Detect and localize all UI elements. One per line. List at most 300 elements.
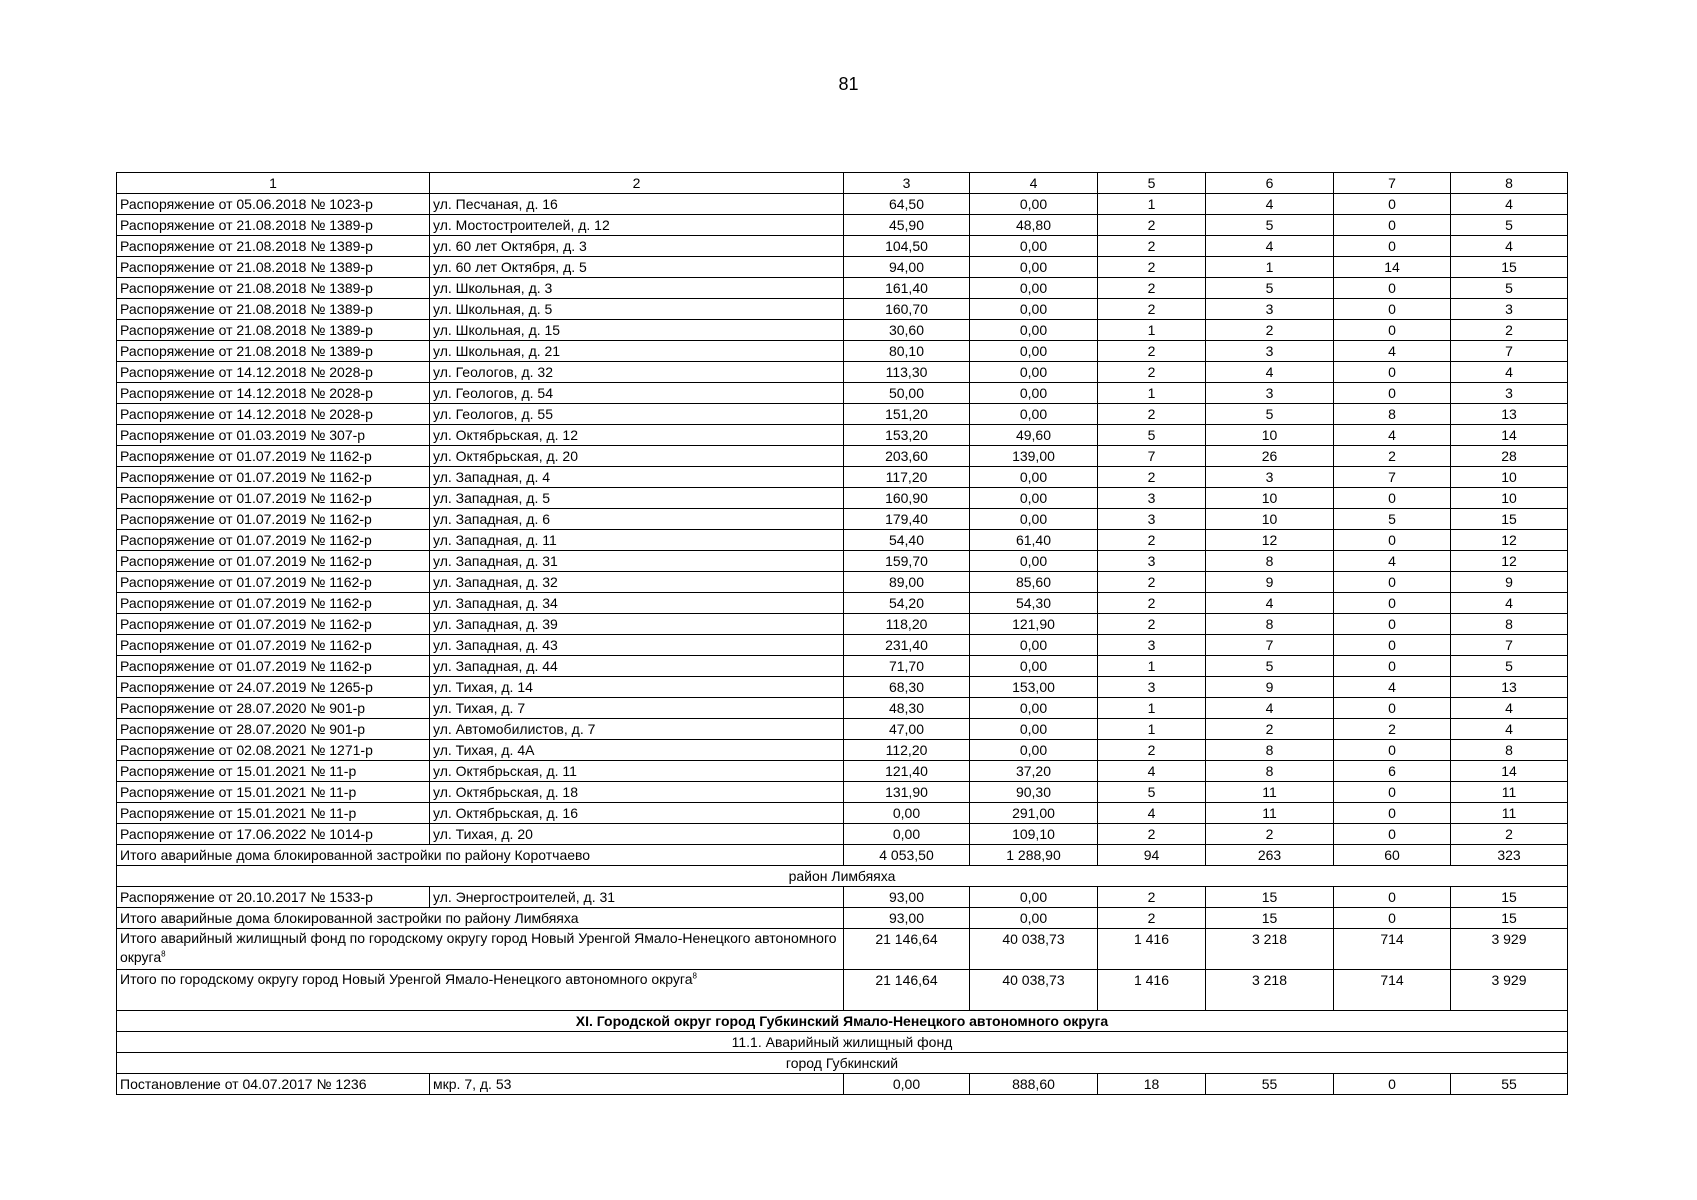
table-cell: 291,00 bbox=[970, 803, 1098, 824]
table-cell: 11 bbox=[1451, 803, 1568, 824]
table-cell: ул. Западная, д. 39 bbox=[430, 614, 844, 635]
emergency-housing-table bbox=[116, 172, 1568, 1095]
table-row bbox=[117, 488, 1568, 509]
column-header: 4 bbox=[970, 173, 1098, 194]
table-cell: 2 bbox=[1451, 824, 1568, 845]
table-cell: 14 bbox=[1451, 761, 1568, 782]
table-cell: Распоряжение от 15.01.2021 № 11-р bbox=[117, 761, 430, 782]
table-row bbox=[117, 656, 1568, 677]
table-row bbox=[117, 635, 1568, 656]
table-cell: 0,00 bbox=[970, 299, 1098, 320]
column-header: 3 bbox=[844, 173, 970, 194]
total-value: 40 038,73 bbox=[970, 970, 1098, 1011]
total-value: 3 929 bbox=[1451, 970, 1568, 1011]
table-cell: 3 bbox=[1098, 551, 1206, 572]
table-cell: Распоряжение от 01.07.2019 № 1162-р bbox=[117, 635, 430, 656]
table-cell: Распоряжение от 14.12.2018 № 2028-р bbox=[117, 404, 430, 425]
table-cell: 153,20 bbox=[844, 425, 970, 446]
table-cell: ул. Западная, д. 31 bbox=[430, 551, 844, 572]
table-cell: ул. Западная, д. 6 bbox=[430, 509, 844, 530]
table-cell: 2 bbox=[1098, 299, 1206, 320]
table-cell: 0,00 bbox=[970, 362, 1098, 383]
table-cell: 4 bbox=[1334, 677, 1451, 698]
table-cell: 7 bbox=[1451, 635, 1568, 656]
table-cell: 0 bbox=[1334, 1074, 1451, 1095]
table-cell: 2 bbox=[1334, 446, 1451, 467]
table-row bbox=[117, 194, 1568, 215]
table-row bbox=[117, 824, 1568, 845]
table-cell: 2 bbox=[1098, 404, 1206, 425]
total-label: Итого по городскому округу город Новый Уренгой Ямало-Ненецкого автономного округа$^8$ bbox=[117, 970, 844, 1011]
table-row bbox=[117, 551, 1568, 572]
table-cell: 4 bbox=[1451, 362, 1568, 383]
table-cell: 3 bbox=[1098, 677, 1206, 698]
table-cell: 30,60 bbox=[844, 320, 970, 341]
table-cell: 0 bbox=[1334, 572, 1451, 593]
table-row bbox=[117, 740, 1568, 761]
table-row bbox=[117, 299, 1568, 320]
table-cell: Распоряжение от 01.07.2019 № 1162-р bbox=[117, 509, 430, 530]
table-cell: 12 bbox=[1451, 530, 1568, 551]
table-cell: 2 bbox=[1098, 278, 1206, 299]
table-cell: 4 bbox=[1451, 236, 1568, 257]
table-row bbox=[117, 782, 1568, 803]
table-cell: ул. 60 лет Октября, д. 5 bbox=[430, 257, 844, 278]
table-cell: 8 bbox=[1451, 614, 1568, 635]
table-cell: ул. Школьная, д. 15 bbox=[430, 320, 844, 341]
table-cell: 131,90 bbox=[844, 782, 970, 803]
table-cell: Распоряжение от 15.01.2021 № 11-р bbox=[117, 803, 430, 824]
table-cell: Распоряжение от 05.06.2018 № 1023-р bbox=[117, 194, 430, 215]
table-cell: 47,00 bbox=[844, 719, 970, 740]
table-cell: 10 bbox=[1451, 467, 1568, 488]
table-row bbox=[117, 467, 1568, 488]
table-cell: Распоряжение от 01.07.2019 № 1162-р bbox=[117, 593, 430, 614]
table-cell: 10 bbox=[1206, 488, 1334, 509]
table-cell: 94,00 bbox=[844, 257, 970, 278]
table-cell: 13 bbox=[1451, 677, 1568, 698]
table-cell: 10 bbox=[1206, 425, 1334, 446]
table-cell: 15 bbox=[1451, 887, 1568, 908]
table-cell: 0 bbox=[1334, 887, 1451, 908]
table-cell: 68,30 bbox=[844, 677, 970, 698]
total-row-urengoy bbox=[117, 970, 1568, 1011]
table-cell: ул. Тихая, д. 20 bbox=[430, 824, 844, 845]
table-cell: 4 bbox=[1451, 719, 1568, 740]
table-cell: 888,60 bbox=[970, 1074, 1098, 1095]
table-cell: 5 bbox=[1098, 425, 1206, 446]
table-cell: 37,20 bbox=[970, 761, 1098, 782]
table-cell: Распоряжение от 21.08.2018 № 1389-р bbox=[117, 257, 430, 278]
table-row bbox=[117, 887, 1568, 908]
table-cell: 12 bbox=[1206, 530, 1334, 551]
table-cell: 160,70 bbox=[844, 299, 970, 320]
table-cell: 0,00 bbox=[970, 341, 1098, 362]
table-cell: 2 bbox=[1206, 719, 1334, 740]
column-number-header bbox=[117, 173, 1568, 194]
total-value: 714 bbox=[1334, 970, 1451, 1011]
table-cell: 0 bbox=[1334, 698, 1451, 719]
table-row bbox=[117, 425, 1568, 446]
table-row bbox=[117, 341, 1568, 362]
table-cell: 1 bbox=[1206, 257, 1334, 278]
table-row bbox=[117, 320, 1568, 341]
table-cell: 7 bbox=[1334, 467, 1451, 488]
total-value: 323 bbox=[1451, 845, 1568, 866]
table-cell: 0 bbox=[1334, 656, 1451, 677]
table-cell: 203,60 bbox=[844, 446, 970, 467]
table-cell: 7 bbox=[1098, 446, 1206, 467]
table-cell: 153,00 bbox=[970, 677, 1098, 698]
total-value: 2 bbox=[1098, 908, 1206, 929]
table-cell: 2 bbox=[1098, 257, 1206, 278]
table-cell: 0 bbox=[1334, 824, 1451, 845]
total-value: 3 218 bbox=[1206, 929, 1334, 970]
table-row bbox=[117, 446, 1568, 467]
table-cell: 4 bbox=[1206, 698, 1334, 719]
column-header: 8 bbox=[1451, 173, 1568, 194]
table-cell: 2 bbox=[1098, 614, 1206, 635]
table-cell: 3 bbox=[1098, 509, 1206, 530]
table-cell: 1 bbox=[1098, 383, 1206, 404]
table-cell: 1 bbox=[1098, 320, 1206, 341]
table-cell: 2 bbox=[1098, 887, 1206, 908]
table-cell: 0,00 bbox=[970, 467, 1098, 488]
table-row bbox=[117, 677, 1568, 698]
table-cell: ул. Октябрьская, д. 11 bbox=[430, 761, 844, 782]
table-cell: ул. Октябрьская, д. 20 bbox=[430, 446, 844, 467]
table-cell: 5 bbox=[1206, 404, 1334, 425]
table-cell: 231,40 bbox=[844, 635, 970, 656]
total-value: 263 bbox=[1206, 845, 1334, 866]
table-row bbox=[117, 404, 1568, 425]
table-cell: ул. Октябрьская, д. 18 bbox=[430, 782, 844, 803]
table-cell: 3 bbox=[1206, 467, 1334, 488]
table-cell: 0,00 bbox=[970, 257, 1098, 278]
total-value: 0 bbox=[1334, 908, 1451, 929]
table-cell: ул. Западная, д. 5 bbox=[430, 488, 844, 509]
table-cell: 0 bbox=[1334, 278, 1451, 299]
table-row bbox=[117, 803, 1568, 824]
table-cell: Распоряжение от 21.08.2018 № 1389-р bbox=[117, 236, 430, 257]
total-value: 94 bbox=[1098, 845, 1206, 866]
table-cell: Распоряжение от 01.07.2019 № 1162-р bbox=[117, 572, 430, 593]
table-cell: Постановление от 04.07.2017 № 1236 bbox=[117, 1074, 430, 1095]
table-cell: 12 bbox=[1451, 551, 1568, 572]
table-cell: 5 bbox=[1451, 656, 1568, 677]
table-row bbox=[117, 1074, 1568, 1095]
table-cell: ул. Западная, д. 44 bbox=[430, 656, 844, 677]
table-cell: 1 bbox=[1098, 698, 1206, 719]
table-cell: Распоряжение от 21.08.2018 № 1389-р bbox=[117, 278, 430, 299]
table-cell: ул. Школьная, д. 3 bbox=[430, 278, 844, 299]
table-cell: 5 bbox=[1451, 278, 1568, 299]
table-cell: Распоряжение от 21.08.2018 № 1389-р bbox=[117, 341, 430, 362]
table-cell: 48,80 bbox=[970, 215, 1098, 236]
table-cell: 0 bbox=[1334, 740, 1451, 761]
table-cell: Распоряжение от 28.07.2020 № 901-р bbox=[117, 698, 430, 719]
table-cell: 0 bbox=[1334, 215, 1451, 236]
table-cell: 5 bbox=[1098, 782, 1206, 803]
table-cell: 0,00 bbox=[970, 320, 1098, 341]
table-cell: 2 bbox=[1334, 719, 1451, 740]
table-cell: 0,00 bbox=[970, 887, 1098, 908]
table-cell: ул. Геологов, д. 55 bbox=[430, 404, 844, 425]
table-cell: 48,30 bbox=[844, 698, 970, 719]
city-heading-cell: город Губкинский bbox=[117, 1053, 1568, 1074]
table-cell: Распоряжение от 21.08.2018 № 1389-р bbox=[117, 215, 430, 236]
total-value: 93,00 bbox=[844, 908, 970, 929]
table-cell: 4 bbox=[1098, 761, 1206, 782]
table-cell: 10 bbox=[1206, 509, 1334, 530]
table-cell: Распоряжение от 20.10.2017 № 1533-р bbox=[117, 887, 430, 908]
table-cell: 113,30 bbox=[844, 362, 970, 383]
footnote-mark: 8 bbox=[161, 949, 166, 959]
table-cell: 0,00 bbox=[970, 404, 1098, 425]
table-cell: Распоряжение от 14.12.2018 № 2028-р bbox=[117, 362, 430, 383]
table-cell: 8 bbox=[1206, 761, 1334, 782]
table-cell: 2 bbox=[1098, 530, 1206, 551]
table-cell: Распоряжение от 01.07.2019 № 1162-р bbox=[117, 488, 430, 509]
table-cell: 89,00 bbox=[844, 572, 970, 593]
table-cell: 28 bbox=[1451, 446, 1568, 467]
table-cell: 2 bbox=[1206, 824, 1334, 845]
section-heading bbox=[117, 1011, 1568, 1032]
table-cell: 0 bbox=[1334, 614, 1451, 635]
district-heading-cell: район Лимбяяха bbox=[117, 866, 1568, 887]
total-label: Итого аварийные дома блокированной застройки по району Лимбяяха bbox=[117, 908, 844, 929]
table-cell: 1 bbox=[1098, 656, 1206, 677]
table-cell: 3 bbox=[1451, 299, 1568, 320]
table-cell: 3 bbox=[1098, 635, 1206, 656]
table-cell: 0 bbox=[1334, 194, 1451, 215]
table-cell: 118,20 bbox=[844, 614, 970, 635]
table-cell: ул. Тихая, д. 14 bbox=[430, 677, 844, 698]
table-cell: 26 bbox=[1206, 446, 1334, 467]
table-cell: ул. Западная, д. 43 bbox=[430, 635, 844, 656]
table-cell: 3 bbox=[1098, 488, 1206, 509]
table-cell: 3 bbox=[1206, 299, 1334, 320]
column-header: 5 bbox=[1098, 173, 1206, 194]
table-cell: 0,00 bbox=[970, 635, 1098, 656]
table-cell: 4 bbox=[1098, 803, 1206, 824]
table-cell: 54,20 bbox=[844, 593, 970, 614]
table-cell: 0,00 bbox=[844, 824, 970, 845]
table-cell: Распоряжение от 01.07.2019 № 1162-р bbox=[117, 467, 430, 488]
table-cell: 11 bbox=[1451, 782, 1568, 803]
table-cell: 117,20 bbox=[844, 467, 970, 488]
table-cell: Распоряжение от 14.12.2018 № 2028-р bbox=[117, 383, 430, 404]
table-cell: Распоряжение от 21.08.2018 № 1389-р bbox=[117, 320, 430, 341]
total-value: 60 bbox=[1334, 845, 1451, 866]
page-number: 81 bbox=[838, 74, 859, 94]
table-cell: 4 bbox=[1451, 194, 1568, 215]
table-cell: 0,00 bbox=[970, 236, 1098, 257]
city-heading bbox=[117, 1053, 1568, 1074]
table-cell: Распоряжение от 17.06.2022 № 1014-р bbox=[117, 824, 430, 845]
table-cell: 8 bbox=[1334, 404, 1451, 425]
table-row bbox=[117, 614, 1568, 635]
table-cell: 80,10 bbox=[844, 341, 970, 362]
table-cell: 5 bbox=[1451, 215, 1568, 236]
table-cell: 2 bbox=[1098, 740, 1206, 761]
table-cell: 139,00 bbox=[970, 446, 1098, 467]
total-value: 3 929 bbox=[1451, 929, 1568, 970]
total-row-limbyakha bbox=[117, 908, 1568, 929]
table-cell: Распоряжение от 28.07.2020 № 901-р bbox=[117, 719, 430, 740]
district-heading bbox=[117, 866, 1568, 887]
table-cell: 61,40 bbox=[970, 530, 1098, 551]
total-value: 1 416 bbox=[1098, 929, 1206, 970]
table-row bbox=[117, 530, 1568, 551]
table-row bbox=[117, 509, 1568, 530]
table-row bbox=[117, 278, 1568, 299]
total-row-korotchaevo bbox=[117, 845, 1568, 866]
table-cell: 71,70 bbox=[844, 656, 970, 677]
table-cell: ул. Октябрьская, д. 12 bbox=[430, 425, 844, 446]
total-value: 4 053,50 bbox=[844, 845, 970, 866]
table-cell: ул. Мостостроителей, д. 12 bbox=[430, 215, 844, 236]
table-cell: 8 bbox=[1451, 740, 1568, 761]
table-cell: 0 bbox=[1334, 803, 1451, 824]
table-cell: 121,90 bbox=[970, 614, 1098, 635]
table-cell: Распоряжение от 01.07.2019 № 1162-р bbox=[117, 446, 430, 467]
table-cell: 55 bbox=[1451, 1074, 1568, 1095]
footnote-mark: 8 bbox=[692, 971, 697, 981]
table-cell: 4 bbox=[1334, 341, 1451, 362]
table-cell: 4 bbox=[1206, 194, 1334, 215]
total-value: 3 218 bbox=[1206, 970, 1334, 1011]
table-cell: Распоряжение от 01.03.2019 № 307-р bbox=[117, 425, 430, 446]
table-cell: 49,60 bbox=[970, 425, 1098, 446]
total-value: 15 bbox=[1451, 908, 1568, 929]
table-cell: 4 bbox=[1206, 593, 1334, 614]
table-cell: ул. Геологов, д. 32 bbox=[430, 362, 844, 383]
table-cell: 151,20 bbox=[844, 404, 970, 425]
table-cell: 1 bbox=[1098, 719, 1206, 740]
table-row bbox=[117, 719, 1568, 740]
table-cell: ул. Автомобилистов, д. 7 bbox=[430, 719, 844, 740]
table-cell: ул. Песчаная, д. 16 bbox=[430, 194, 844, 215]
table-cell: 0 bbox=[1334, 299, 1451, 320]
table-cell: ул. Школьная, д. 21 bbox=[430, 341, 844, 362]
table-cell: 7 bbox=[1451, 341, 1568, 362]
table-cell: 0 bbox=[1334, 782, 1451, 803]
table-cell: 0 bbox=[1334, 593, 1451, 614]
table-cell: ул. Школьная, д. 5 bbox=[430, 299, 844, 320]
table-cell: ул. Западная, д. 11 bbox=[430, 530, 844, 551]
total-value: 40 038,73 bbox=[970, 929, 1098, 970]
table-cell: 3 bbox=[1206, 383, 1334, 404]
table-cell: Распоряжение от 02.08.2021 № 1271-р bbox=[117, 740, 430, 761]
table-cell: Распоряжение от 15.01.2021 № 11-р bbox=[117, 782, 430, 803]
table-cell: ул. Западная, д. 34 bbox=[430, 593, 844, 614]
table-cell: Распоряжение от 01.07.2019 № 1162-р bbox=[117, 551, 430, 572]
table-cell: 0 bbox=[1334, 530, 1451, 551]
table-cell: 10 bbox=[1451, 488, 1568, 509]
table-cell: 11 bbox=[1206, 803, 1334, 824]
table-cell: мкр. 7, д. 53 bbox=[430, 1074, 844, 1095]
table-cell: 0,00 bbox=[970, 488, 1098, 509]
table-row bbox=[117, 215, 1568, 236]
table-cell: 0,00 bbox=[970, 383, 1098, 404]
table-cell: 0 bbox=[1334, 236, 1451, 257]
table-cell: 93,00 bbox=[844, 887, 970, 908]
table-cell: 0,00 bbox=[970, 656, 1098, 677]
table-cell: 0,00 bbox=[970, 719, 1098, 740]
table-cell: 0,00 bbox=[970, 698, 1098, 719]
table-cell: 2 bbox=[1098, 236, 1206, 257]
section-heading-cell: XI. Городской округ город Губкинский Ямало-Ненецкого автономного округа bbox=[117, 1011, 1568, 1032]
table-cell: Распоряжение от 01.07.2019 № 1162-р bbox=[117, 530, 430, 551]
table-cell: 50,00 bbox=[844, 383, 970, 404]
table-cell: 4 bbox=[1206, 236, 1334, 257]
table-cell: ул. Тихая, д. 4А bbox=[430, 740, 844, 761]
table-row bbox=[117, 257, 1568, 278]
total-value: 1 288,90 bbox=[970, 845, 1098, 866]
table-cell: 85,60 bbox=[970, 572, 1098, 593]
table-cell: 4 bbox=[1451, 698, 1568, 719]
subsection-heading bbox=[117, 1032, 1568, 1053]
table-cell: 0 bbox=[1334, 383, 1451, 404]
total-label: Итого аварийные дома блокированной застройки по району Коротчаево bbox=[117, 845, 844, 866]
table-cell: 112,20 bbox=[844, 740, 970, 761]
table-cell: 13 bbox=[1451, 404, 1568, 425]
column-header: 1 bbox=[117, 173, 430, 194]
total-value: 0,00 bbox=[970, 908, 1098, 929]
table-row bbox=[117, 761, 1568, 782]
table-cell: Распоряжение от 01.07.2019 № 1162-р bbox=[117, 656, 430, 677]
table-cell: Распоряжение от 01.07.2019 № 1162-р bbox=[117, 614, 430, 635]
table-cell: 5 bbox=[1206, 215, 1334, 236]
table-cell: 55 bbox=[1206, 1074, 1334, 1095]
column-header: 2 bbox=[430, 173, 844, 194]
table-cell: 104,50 bbox=[844, 236, 970, 257]
table-cell: 2 bbox=[1098, 572, 1206, 593]
table-cell: 5 bbox=[1334, 509, 1451, 530]
table-cell: 15 bbox=[1451, 257, 1568, 278]
table-cell: ул. Тихая, д. 7 bbox=[430, 698, 844, 719]
table-row bbox=[117, 593, 1568, 614]
table-cell: 2 bbox=[1098, 824, 1206, 845]
table-cell: 2 bbox=[1098, 362, 1206, 383]
table-cell: 0 bbox=[1334, 488, 1451, 509]
table-cell: 9 bbox=[1206, 677, 1334, 698]
table-cell: 9 bbox=[1451, 572, 1568, 593]
table-cell: 5 bbox=[1206, 278, 1334, 299]
table-cell: 4 bbox=[1334, 551, 1451, 572]
table-cell: 18 bbox=[1098, 1074, 1206, 1095]
table-cell: 0,00 bbox=[970, 740, 1098, 761]
table-row bbox=[117, 362, 1568, 383]
table-cell: 2 bbox=[1206, 320, 1334, 341]
table-cell: ул. 60 лет Октября, д. 3 bbox=[430, 236, 844, 257]
table-cell: 5 bbox=[1206, 656, 1334, 677]
table-cell: Распоряжение от 21.08.2018 № 1389-р bbox=[117, 299, 430, 320]
table-cell: 0 bbox=[1334, 362, 1451, 383]
table-cell: 0,00 bbox=[970, 194, 1098, 215]
subsection-heading-cell: 11.1. Аварийный жилищный фонд bbox=[117, 1032, 1568, 1053]
table-cell: 2 bbox=[1098, 593, 1206, 614]
table-cell: 15 bbox=[1206, 887, 1334, 908]
table-cell: 0,00 bbox=[844, 803, 970, 824]
total-value: 21 146,64 bbox=[844, 929, 970, 970]
total-value: 714 bbox=[1334, 929, 1451, 970]
table-cell: 11 bbox=[1206, 782, 1334, 803]
table-cell: 2 bbox=[1098, 467, 1206, 488]
table-cell: ул. Октябрьская, д. 16 bbox=[430, 803, 844, 824]
table-cell: 3 bbox=[1451, 383, 1568, 404]
